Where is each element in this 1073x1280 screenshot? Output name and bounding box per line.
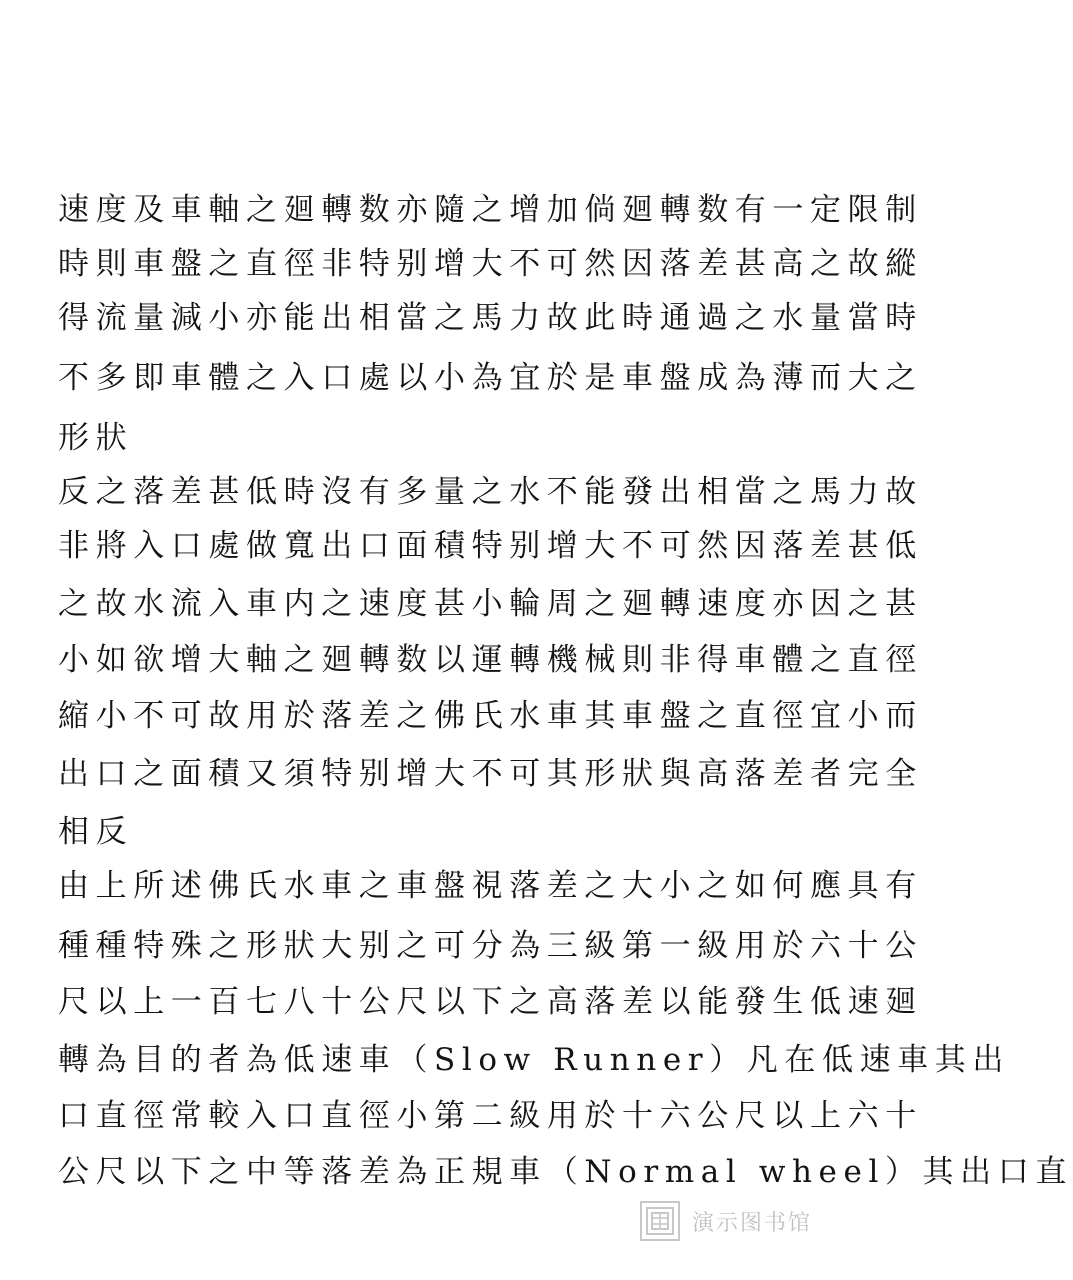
text-line-12: 相反 (58, 814, 134, 850)
text-line-13: 由上所述佛氏水車之車盤視落差之大小之如何應具有 (58, 868, 923, 904)
text-line-2: 時則車盤之直徑非特别增大不可然因落差甚高之故縱 (58, 246, 923, 282)
text-line-6: 反之落差甚低時沒有多量之水不能發出相當之馬力故 (58, 474, 923, 510)
text-line-5: 形狀 (58, 420, 134, 456)
text-line-18: 公尺以下之中等落差為正規車（Normal wheel）其出口直 (58, 1154, 1073, 1190)
text-line-9: 小如欲增大軸之廻轉数以運轉機械則非得車體之直徑 (58, 642, 923, 678)
text-line-16: 轉為目的者為低速車（Slow Runner）凡在低速車其出 (58, 1042, 1011, 1078)
text-line-10: 縮小不可故用於落差之佛氏水車其車盤之直徑宜小而 (58, 698, 923, 734)
text-line-17: 口直徑常較入口直徑小第二級用於十六公尺以上六十 (58, 1098, 923, 1134)
watermark-label: 演示图书馆 (692, 1210, 813, 1236)
text-line-7: 非將入口處做寬出口面積特别增大不可然因落差甚低 (58, 528, 923, 564)
text-line-14: 種種特殊之形狀大别之可分為三級第一級用於六十公 (58, 928, 923, 964)
text-line-3: 得流量減小亦能出相當之馬力故此時通過之水量當時 (58, 300, 923, 336)
text-line-15: 尺以上一百七八十公尺以下之高落差以能發生低速廻 (58, 984, 923, 1020)
text-line-4: 不多即車體之入口處以小為宜於是車盤成為薄而大之 (58, 360, 923, 396)
text-line-1: 速度及車軸之廻轉数亦隨之增加倘廻轉数有一定限制 (58, 192, 923, 228)
text-line-8: 之故水流入車内之速度甚小輪周之廻轉速度亦因之甚 (58, 586, 923, 622)
library-seal-icon (640, 1201, 680, 1241)
library-watermark (640, 1198, 812, 1244)
text-line-11: 出口之面積又須特别增大不可其形狀與高落差者完全 (58, 756, 923, 792)
